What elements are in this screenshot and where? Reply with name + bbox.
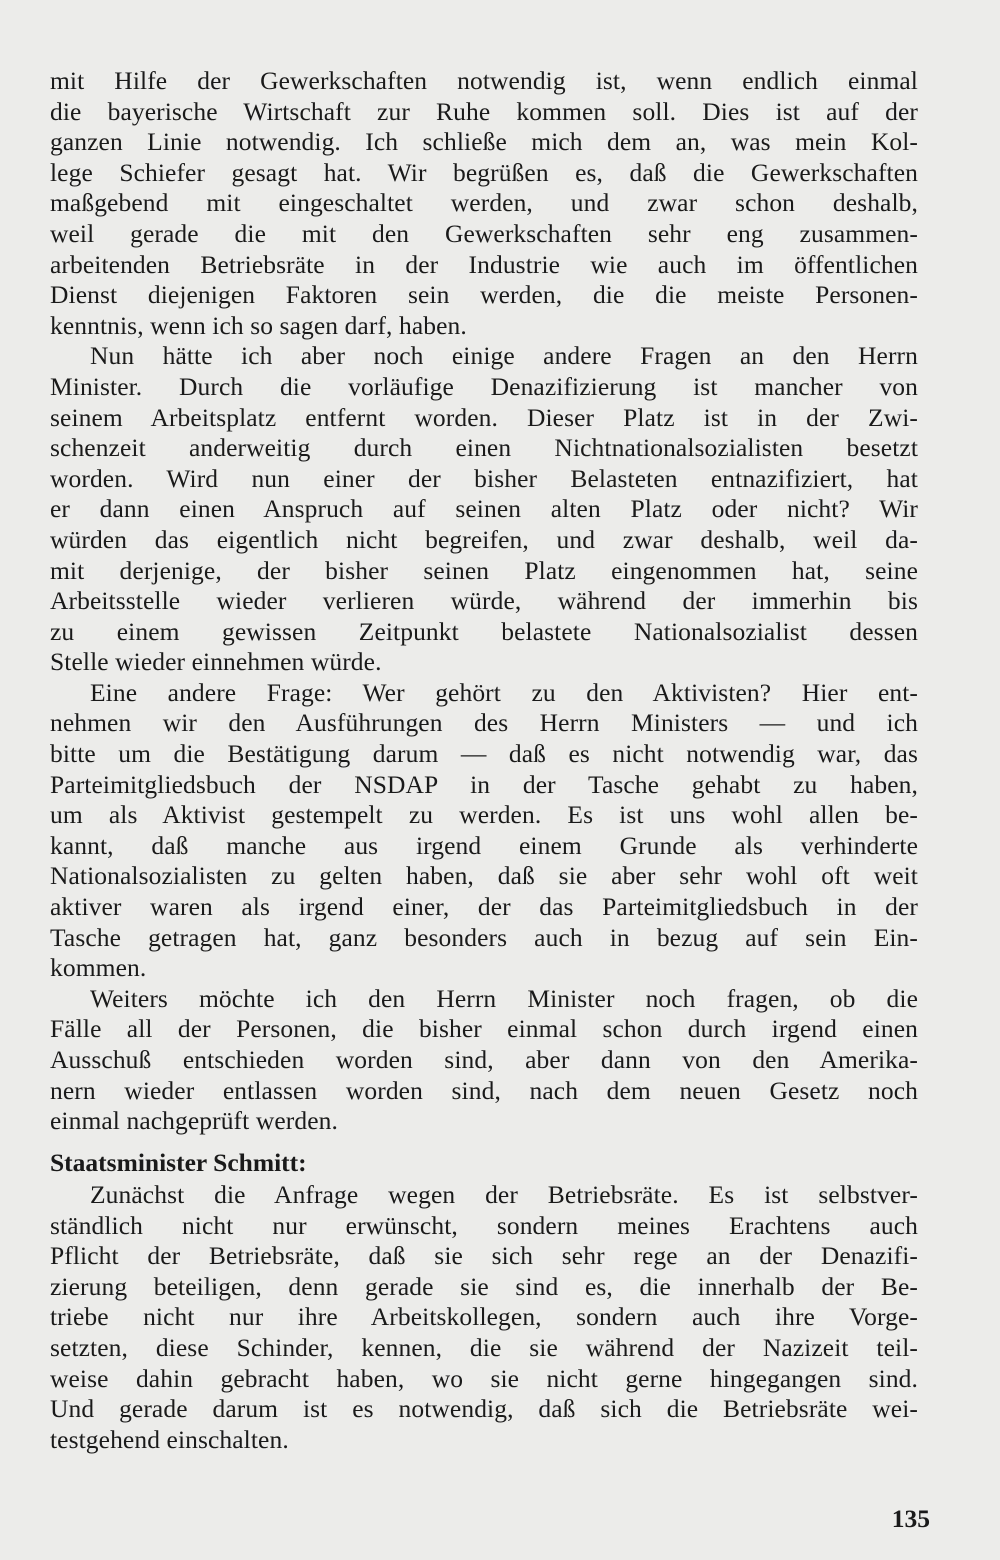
text-line: kenntnis, wenn ich so sagen darf, haben. [50, 310, 467, 340]
text-line: würden das eigentlich nicht begreifen, und zwar deshalb, weil da- [50, 524, 918, 554]
text-line: seinem Arbeitsplatz entfernt worden. Dieser Platz ist in der Zwi- [50, 402, 918, 432]
text-line: Pflicht der Betriebsräte, daß sie sich sehr rege an der Denazifi- [50, 1241, 918, 1271]
text-line: Weiters möchte ich den Herrn Minister noch fragen, ob die [90, 983, 918, 1013]
text-line: Nationalsozialisten zu gelten haben, daß sie aber sehr wohl oft weit [50, 861, 918, 891]
text-line: zu einem gewissen Zeitpunkt belastete Nationalsozialist dessen [50, 616, 918, 646]
text-line: bitte um die Bestätigung darum — daß es nicht notwendig war, das [50, 739, 918, 769]
body-text [50, 66, 918, 1137]
text-line: er dann einen Anspruch auf seinen alten Platz oder nicht? Wir [50, 494, 918, 524]
text-line: um als Aktivist gestempelt zu werden. Es ist uns wohl allen be- [50, 800, 918, 830]
text-line: Parteimitgliedsbuch der NSDAP in der Tasche gehabt zu haben, [50, 769, 918, 799]
text-line: kannt, daß manche aus irgend einem Grunde als verhinderte [50, 830, 918, 860]
text-line: weise dahin gebracht haben, wo sie nicht gerne hingegangen sind. [50, 1363, 918, 1393]
text-line: schenzeit anderweitig durch einen Nichtnationalsozialisten besetzt [50, 433, 918, 463]
speaker-heading: Staatsminister Schmitt: [50, 1148, 307, 1177]
page-number: 135 [891, 1504, 930, 1533]
text-line: arbeitenden Betriebsräte in der Industrie wie auch im öffentlichen [50, 249, 918, 279]
text-line: einmal nachgeprüft werden. [50, 1106, 338, 1136]
text-line: Und gerade darum ist es notwendig, daß sich die Betriebsräte wei- [50, 1394, 918, 1424]
text-line: Stelle wieder einnehmen würde. [50, 647, 382, 677]
text-line: kommen. [50, 953, 147, 983]
text-line: weil gerade die mit den Gewerkschaften sehr eng zusammen- [50, 218, 918, 248]
text-line: zierung beteiligen, denn gerade sie sind es, die innerhalb der Be- [50, 1271, 918, 1301]
text-line: nehmen wir den Ausführungen des Herrn Ministers — und ich [50, 708, 918, 738]
reply-text [50, 1180, 918, 1455]
text-line: Ausschuß entschieden worden sind, aber dann von den Amerika- [50, 1045, 918, 1074]
text-line: ganzen Linie notwendig. Ich schließe mich dem an, was mein Kol- [50, 127, 918, 157]
text-line: maßgebend mit eingeschaltet werden, und zwar schon deshalb, [50, 188, 918, 218]
text-line: Nun hätte ich aber noch einige andere Fragen an den Herrn [90, 341, 918, 371]
text-line: ständlich nicht nur erwünscht, sondern meines Erachtens auch [50, 1210, 918, 1240]
text-line: Arbeitsstelle wieder verlieren würde, während der immerhin bis [50, 586, 918, 616]
text-line: Zunächst die Anfrage wegen der Betriebsräte. Es ist selbstver- [90, 1180, 918, 1209]
text-line: nern wieder entlassen worden sind, nach dem neuen Gesetz noch [50, 1075, 918, 1105]
text-line: testgehend einschalten. [50, 1424, 289, 1454]
text-line: die bayerische Wirtschaft zur Ruhe kommen soll. Dies ist auf der [50, 96, 918, 126]
text-line: triebe nicht nur ihre Arbeitskollegen, sondern auch ihre Vorge- [50, 1302, 918, 1332]
text-line: mit derjenige, der bisher seinen Platz eingenommen hat, seine [50, 555, 918, 585]
text-line: worden. Wird nun einer der bisher Belasteten entnazifiziert, hat [50, 463, 918, 493]
text-line: Dienst diejenigen Faktoren sein werden, die die meiste Personen- [50, 280, 918, 310]
text-line: mit Hilfe der Gewerkschaften notwendig ist, wenn endlich einmal [50, 66, 918, 95]
text-line: aktiver waren als irgend einer, der das Parteimitgliedsbuch in der [50, 892, 918, 922]
text-line: Eine andere Frage: Wer gehört zu den Aktivisten? Hier ent- [90, 677, 918, 707]
text-line: setzten, diese Schinder, kennen, die sie während der Nazizeit teil- [50, 1332, 918, 1362]
text-line: lege Schiefer gesagt hat. Wir begrüßen es, daß die Gewerkschaften [50, 157, 918, 187]
text-line: Tasche getragen hat, ganz besonders auch in bezug auf sein Ein- [50, 922, 918, 952]
text-line: Fälle all der Personen, die bisher einmal schon durch irgend einen [50, 1014, 918, 1044]
text-line: Minister. Durch die vorläufige Denazifizierung ist mancher von [50, 371, 918, 401]
